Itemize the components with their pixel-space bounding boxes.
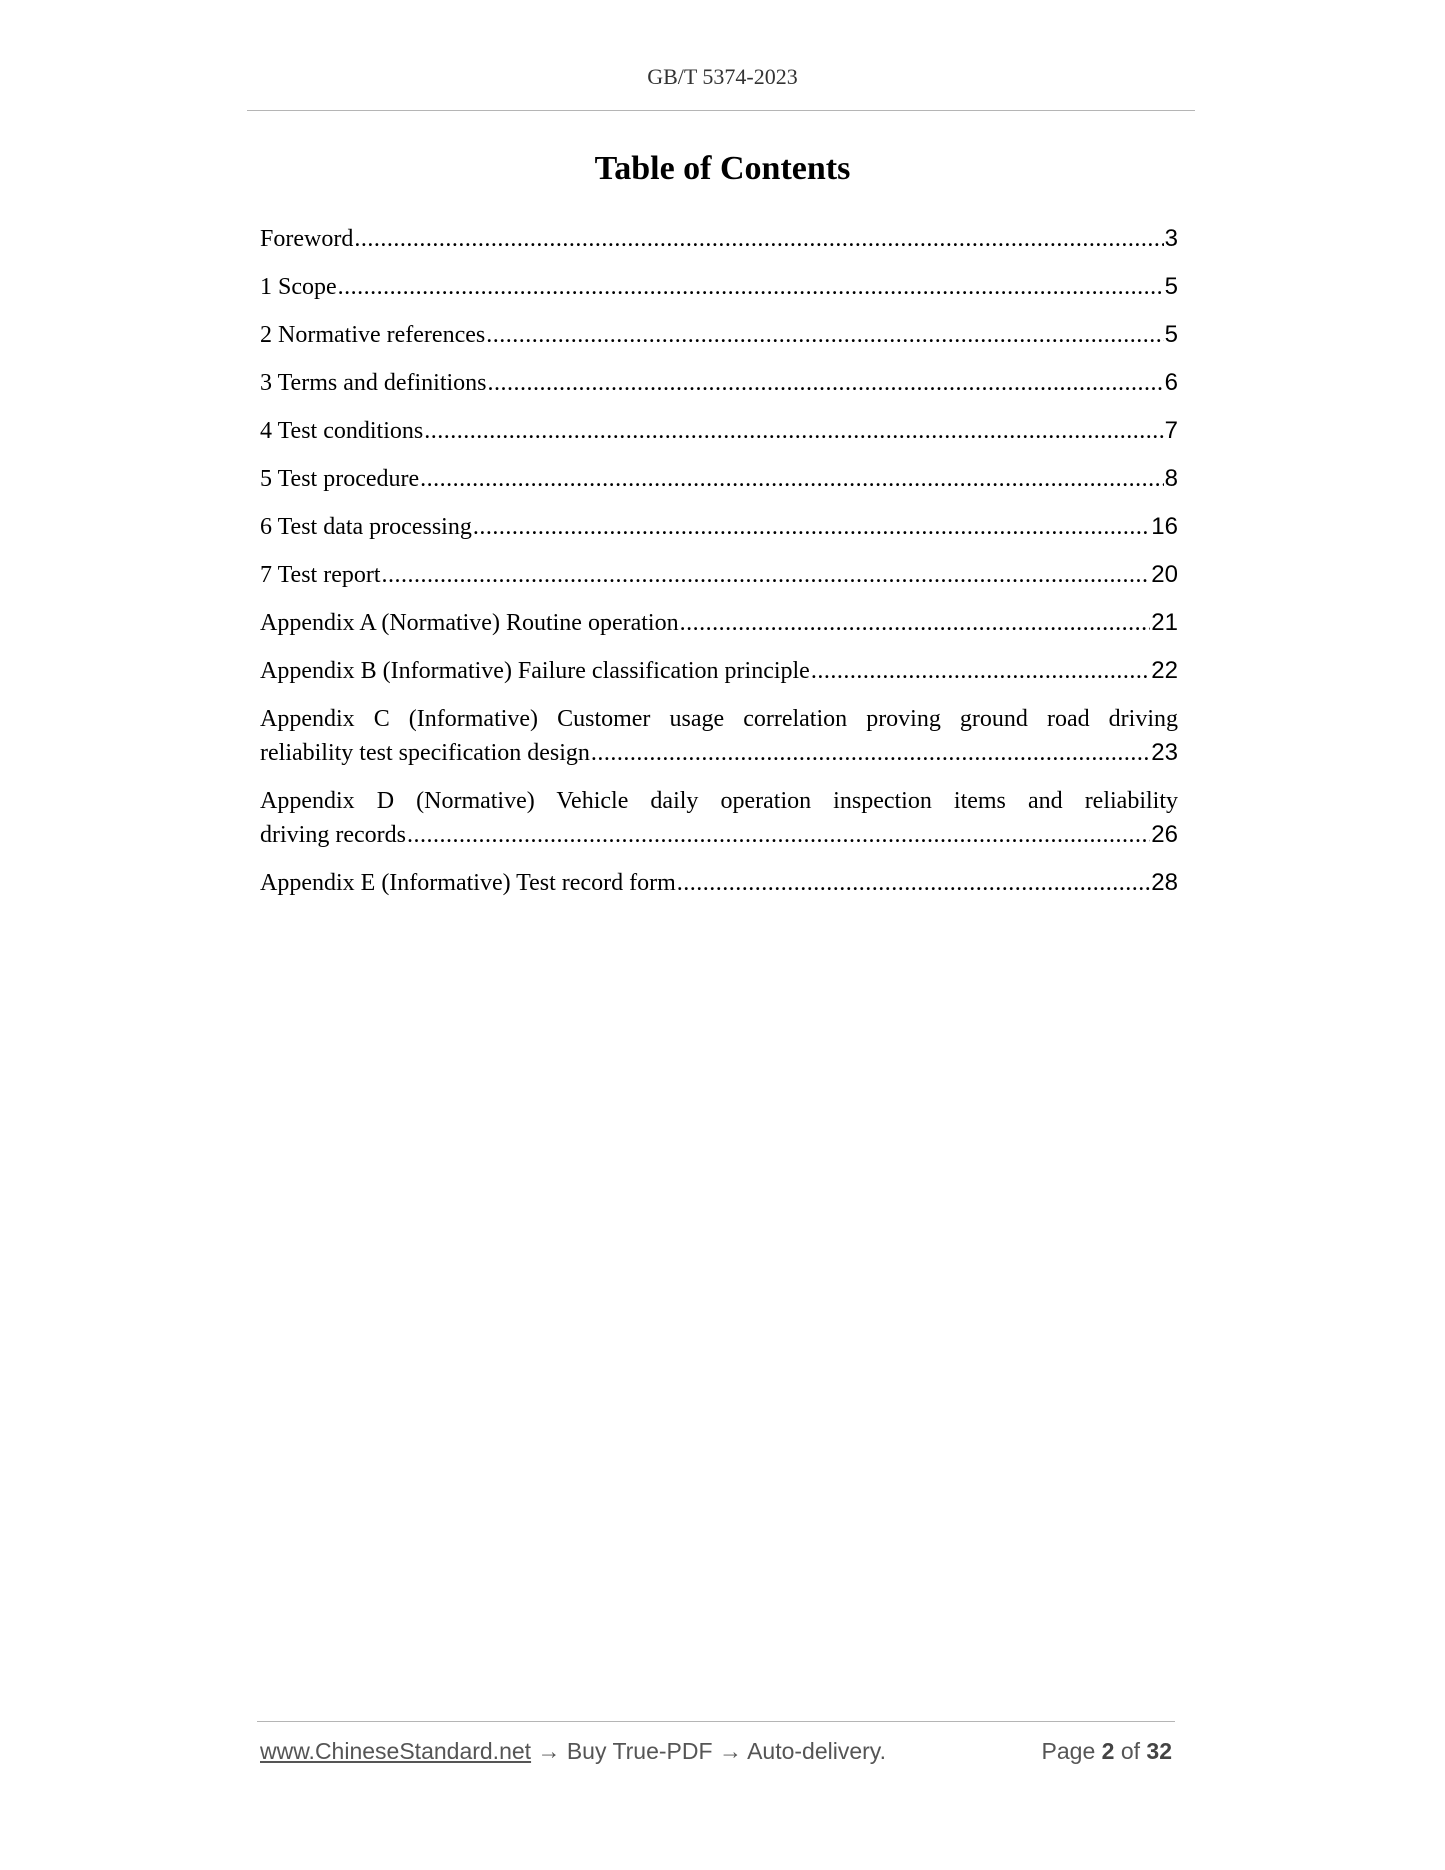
toc-entry-title: Foreword bbox=[260, 226, 354, 252]
toc-entry-test-procedure[interactable] bbox=[260, 462, 1178, 496]
toc-entry-page: 20 bbox=[1151, 561, 1178, 588]
dot-leader bbox=[382, 558, 1151, 592]
toc-entry-appendix-a[interactable] bbox=[260, 606, 1178, 640]
toc-entry-page: 28 bbox=[1151, 869, 1178, 896]
toc-entry-appendix-d[interactable] bbox=[260, 784, 1178, 852]
toc-entry-test-conditions[interactable] bbox=[260, 414, 1178, 448]
toc-entry-page: 5 bbox=[1164, 273, 1178, 300]
toc-entry-page: 23 bbox=[1151, 739, 1178, 766]
toc-entry-title: 3 Terms and definitions bbox=[260, 370, 487, 396]
dot-leader bbox=[407, 818, 1150, 852]
dot-leader bbox=[354, 222, 1163, 256]
footer-divider bbox=[257, 1721, 1175, 1722]
toc-entry-page: 7 bbox=[1164, 417, 1178, 444]
toc-entry-page: 5 bbox=[1164, 321, 1178, 348]
toc-entry-title: 1 Scope bbox=[260, 274, 337, 300]
dot-leader bbox=[488, 366, 1164, 400]
website-link[interactable]: www.ChineseStandard.net bbox=[260, 1738, 532, 1764]
toc-entry-page: 16 bbox=[1151, 513, 1178, 540]
toc-entry-page: 22 bbox=[1151, 657, 1178, 684]
page-number bbox=[1042, 1738, 1172, 1765]
toc-entry-title-line2: driving records bbox=[260, 822, 406, 848]
total-pages: 32 bbox=[1146, 1738, 1172, 1764]
toc-entry-title: 6 Test data processing bbox=[260, 514, 472, 540]
current-page: 2 bbox=[1101, 1738, 1115, 1764]
toc-entry-page: 8 bbox=[1164, 465, 1178, 492]
toc-entry-title: Appendix B (Informative) Failure classification principle bbox=[260, 658, 810, 684]
toc-entry-scope[interactable] bbox=[260, 270, 1178, 304]
arrow-right-icon: → bbox=[531, 1738, 567, 1764]
toc-entry-title: Appendix A (Normative) Routine operation bbox=[260, 610, 679, 636]
toc-entry-foreword[interactable] bbox=[260, 222, 1178, 256]
page-label: Page bbox=[1041, 1738, 1096, 1764]
dot-leader bbox=[811, 654, 1150, 688]
toc-title: Table of Contents bbox=[594, 150, 851, 187]
dot-leader bbox=[473, 510, 1150, 544]
header-divider bbox=[247, 110, 1195, 111]
toc-entry-page: 3 bbox=[1164, 225, 1178, 252]
dot-leader bbox=[591, 736, 1150, 770]
toc-entry-appendix-b[interactable] bbox=[260, 654, 1178, 688]
dot-leader bbox=[420, 462, 1163, 496]
page-footer bbox=[260, 1738, 1172, 1772]
page-of-label: of bbox=[1120, 1738, 1141, 1764]
toc-entry-title-line1: Appendix C (Informative) Customer usage correlation proving ground road driving bbox=[260, 706, 1178, 732]
toc-entry-page: 21 bbox=[1151, 609, 1178, 636]
toc-entry-normative-references[interactable] bbox=[260, 318, 1178, 352]
toc-entry-test-report[interactable] bbox=[260, 558, 1178, 592]
footer-promo bbox=[260, 1738, 886, 1765]
dot-leader bbox=[338, 270, 1164, 304]
running-header: GB/T 5374-2023 bbox=[647, 64, 798, 89]
toc-entry-terms-definitions[interactable] bbox=[260, 366, 1178, 400]
toc-entry-title: 2 Normative references bbox=[260, 322, 486, 348]
toc-entry-title-line1: Appendix D (Normative) Vehicle daily operation inspection items and reliability bbox=[260, 788, 1178, 814]
table-of-contents bbox=[260, 222, 1178, 914]
toc-entry-title: 7 Test report bbox=[260, 562, 381, 588]
toc-entry-title: 4 Test conditions bbox=[260, 418, 424, 444]
toc-entry-appendix-c[interactable] bbox=[260, 702, 1178, 770]
toc-entry-page: 26 bbox=[1151, 821, 1178, 848]
dot-leader bbox=[680, 606, 1151, 640]
delivery-text: Auto-delivery. bbox=[747, 1738, 886, 1764]
buy-text: Buy True-PDF bbox=[566, 1738, 713, 1764]
toc-entry-appendix-e[interactable] bbox=[260, 866, 1178, 900]
toc-entry-title: Appendix E (Informative) Test record form bbox=[260, 870, 676, 896]
toc-entry-title: 5 Test procedure bbox=[260, 466, 420, 492]
dot-leader bbox=[677, 866, 1151, 900]
toc-entry-test-data-processing[interactable] bbox=[260, 510, 1178, 544]
dot-leader bbox=[424, 414, 1163, 448]
arrow-right-icon: → bbox=[712, 1738, 748, 1764]
toc-entry-page: 6 bbox=[1164, 369, 1178, 396]
dot-leader bbox=[486, 318, 1163, 352]
toc-entry-title-line2: reliability test specification design bbox=[260, 740, 590, 766]
